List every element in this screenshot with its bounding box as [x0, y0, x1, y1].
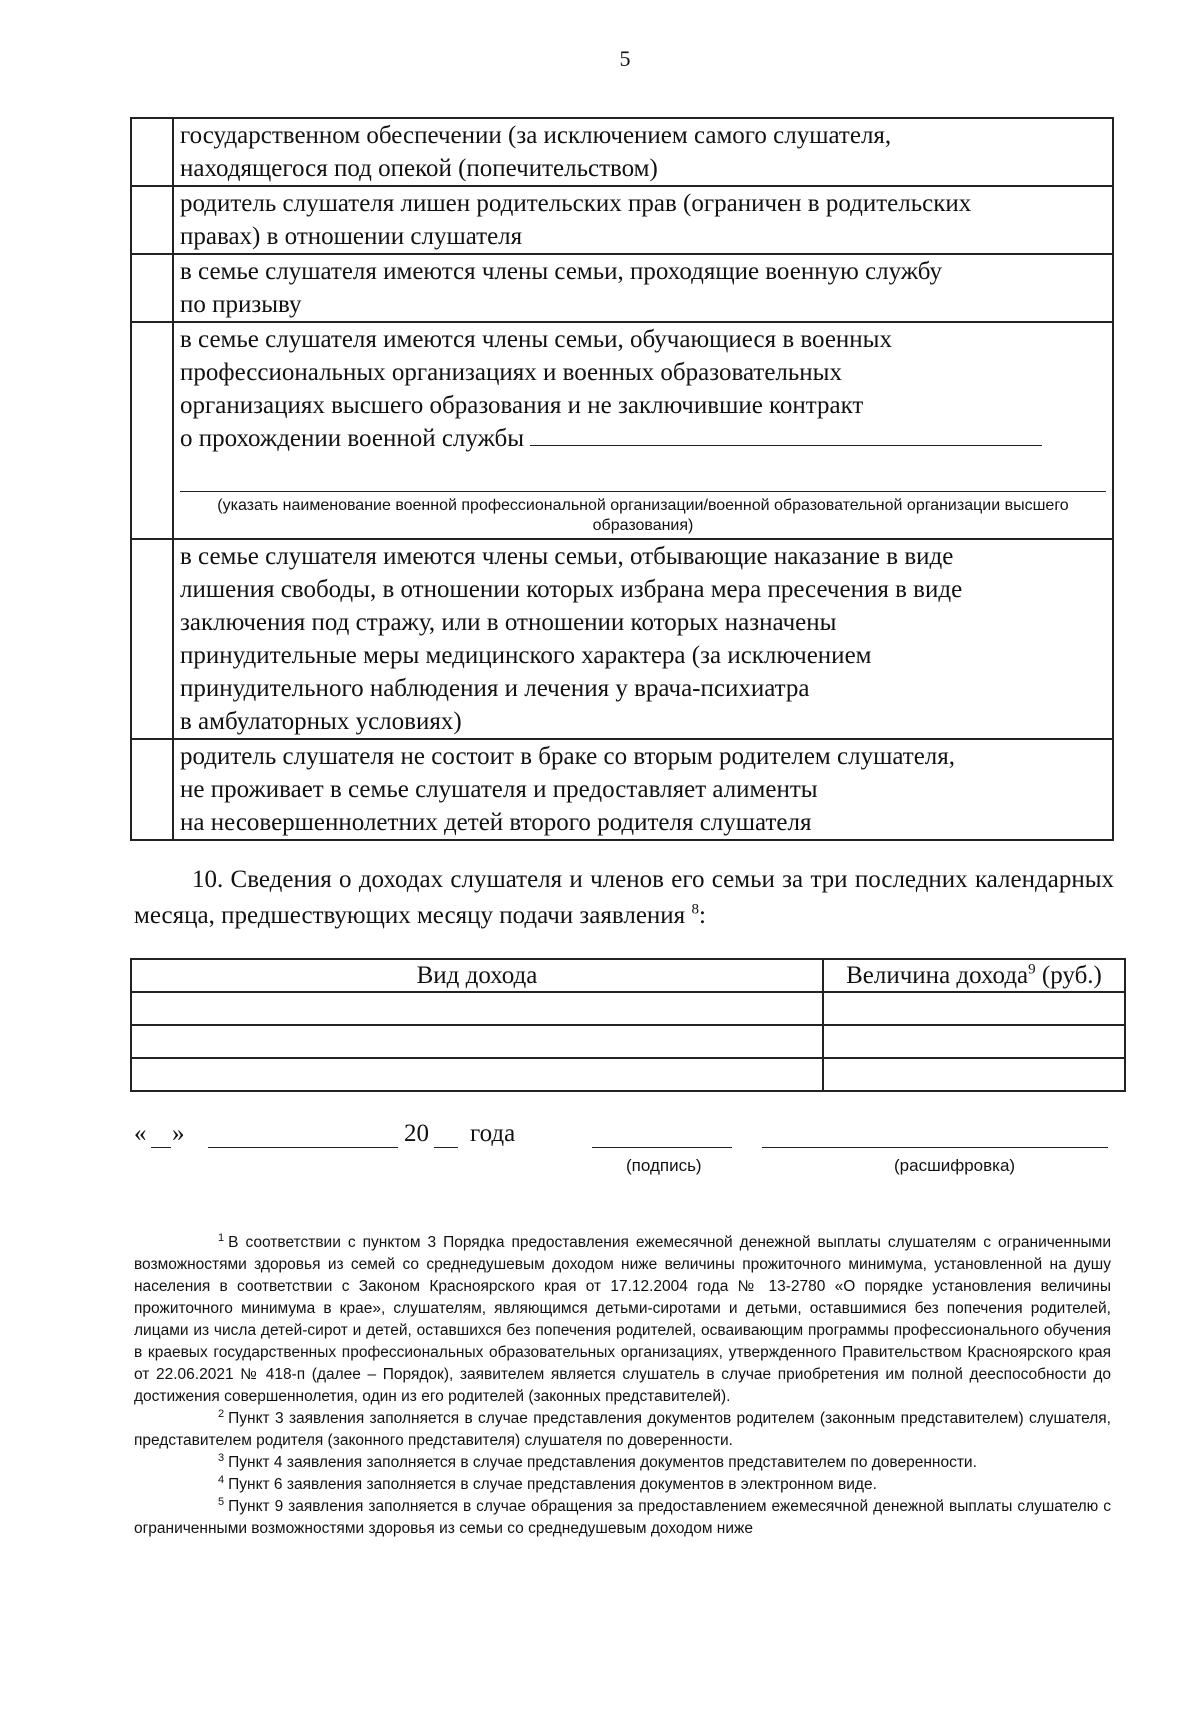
criteria-text-cell: [173, 739, 1113, 840]
income-amount-cell[interactable]: [823, 992, 1125, 1025]
criteria-line-text: организациях высшего образования и не заключившие контракт: [180, 392, 864, 419]
year-prefix: 20: [404, 1120, 429, 1147]
footnote-number: 1: [218, 1231, 225, 1244]
criteria-line: [180, 806, 1106, 839]
military-org-caption: (указать наименование военной профессиональной организации/военной образовательной организации высшего образования): [217, 497, 1069, 534]
criteria-line-text: родитель слушателя не состоит в браке со вторым родителем слушателя,: [180, 743, 956, 770]
year-field[interactable]: [434, 1147, 458, 1148]
decode-caption: (расшифровка): [894, 1156, 1016, 1175]
footnote-5: [134, 1496, 1111, 1540]
page-number: 5: [619, 46, 631, 71]
footnote-number: 4: [218, 1473, 225, 1486]
military-org-field[interactable]: [530, 425, 1042, 446]
income-kind-cell[interactable]: [131, 1058, 823, 1091]
signature-row: [134, 1120, 1124, 1190]
income-kind-cell[interactable]: [131, 992, 823, 1025]
criteria-line-text: не проживает в семье слушателя и предоставляет алименты: [180, 776, 818, 803]
criteria-line-text: находящегося под опекой (попечительством): [180, 155, 658, 182]
criteria-line: [180, 606, 1106, 639]
criteria-checkbox-cell[interactable]: [131, 118, 173, 186]
criteria-text-cell: [173, 186, 1113, 254]
income-amount-cell[interactable]: [823, 1058, 1125, 1091]
criteria-text-cell: [173, 254, 1113, 322]
criteria-line-text: в семье слушателя имеются члены семьи, обучающиеся в военных: [180, 326, 892, 353]
footnote-4: [134, 1474, 1111, 1496]
criteria-line-text: профессиональных организациях и военных образовательных: [180, 359, 842, 386]
criteria-line-text: принудительного наблюдения и лечения у врача-психиатра: [180, 675, 810, 702]
criteria-checkbox-cell[interactable]: [131, 322, 173, 539]
criteria-text-cell: [173, 539, 1113, 739]
criteria-line: [180, 288, 1106, 321]
footnote-2: [134, 1408, 1111, 1452]
criteria-checkbox-cell[interactable]: [131, 186, 173, 254]
criteria-line: [180, 639, 1106, 672]
close-quote: »: [172, 1120, 185, 1147]
criteria-line-text: по призыву: [180, 291, 302, 318]
signature-caption: (подпись): [626, 1156, 702, 1175]
criteria-line: [180, 356, 1106, 389]
criteria-line: [180, 540, 1106, 573]
criteria-line-text: правах) в отношении слушателя: [180, 223, 523, 250]
criteria-text-cell: [173, 118, 1113, 186]
criteria-line-text: о прохождении военной службы: [180, 425, 525, 452]
income-row: [131, 992, 1125, 1025]
footnote-text: Пункт 6 заявления заполняется в случае представления документов в электронном виде.: [228, 1476, 877, 1493]
criteria-line: [180, 255, 1106, 288]
criteria-line-text: в амбулаторных условиях): [180, 708, 462, 735]
footnote-text: В соответствии с пунктом 3 Порядка предоставления ежемесячной денежной выплаты слушателям с ограниченными возможностями здоровья из семей со среднедушевым доходом ниже величины прожиточного минимума, установленной на душу населения в соответствии с Законом Красноярского края от 17.12.2004 года № 13-2780 «О порядке установления величины прожиточного минимума в крае», слушателям, являющимся детьми-сиротами и детьми, оставшимися без попечения родителей, лицами из числа детей-сирот и детей, оставшихся без попечения родителей, осваивающим программы профессионального обучения в краевых государственных профессиональных образовательных организациях, утвержденного Правительством Красноярского края от 22.06.2021 № 418-п (далее – Порядок), заявителем является слушатель в случае приобретения им полной дееспособности до достижения совершеннолетия, один из его родителей (законных представителей).: [134, 1234, 1111, 1405]
criteria-line: [180, 119, 1106, 152]
criteria-line: [180, 152, 1106, 185]
income-amount-cell[interactable]: [823, 1025, 1125, 1058]
footnote-number: 2: [218, 1407, 225, 1420]
footnote-3: [134, 1452, 1111, 1474]
military-org-field-line[interactable]: [180, 455, 1106, 492]
signature-field[interactable]: [592, 1147, 732, 1148]
criteria-row: [131, 322, 1113, 539]
section-10-title: [134, 862, 1114, 934]
criteria-line: [180, 422, 1106, 455]
criteria-line-text: лишения свободы, в отношении которых избрана мера пресечения в виде: [180, 576, 963, 603]
criteria-line-text: государственном обеспечении (за исключением самого слушателя,: [180, 122, 892, 149]
criteria-line-text: заключения под стражу, или в отношении которых назначены: [180, 609, 837, 636]
footnote-ref-9: 9: [1028, 961, 1036, 978]
col-income-amount-label: Величина дохода: [846, 962, 1029, 989]
decode-field[interactable]: [762, 1147, 1108, 1148]
criteria-line-text: родитель слушателя лишен родительских прав (ограничен в родительских: [180, 190, 972, 217]
footnote-text: Пункт 9 заявления заполняется в случае обращения за предоставлением ежемесячной денежной выплаты слушателю с ограниченными возможностями здоровья из семьи со среднедушевым доходом ниже: [134, 1498, 1111, 1537]
criteria-table: [130, 117, 1114, 841]
criteria-line: [180, 573, 1106, 606]
footnote-number: 3: [218, 1451, 225, 1464]
footnote-1: [134, 1232, 1111, 1408]
criteria-line: [180, 672, 1106, 705]
criteria-line-text: принудительные меры медицинского характера (за исключением: [180, 642, 872, 669]
criteria-line-text: в семье слушателя имеются члены семьи, проходящие военную службу: [180, 258, 942, 285]
criteria-line: [180, 220, 1106, 253]
section-10-suffix: :: [698, 902, 706, 929]
income-table-header: [131, 959, 1125, 992]
month-field[interactable]: [208, 1147, 398, 1148]
day-field[interactable]: [151, 1147, 171, 1148]
open-quote: «: [134, 1120, 147, 1147]
footnote-text: Пункт 4 заявления заполняется в случае представления документов представителем по доверенности.: [228, 1454, 977, 1471]
footnote-text: Пункт 3 заявления заполняется в случае представления документов родителем (законным представителем) слушателя, представителем родителя (законного представителя) слушателя по доверенности.: [134, 1410, 1111, 1449]
criteria-row: [131, 254, 1113, 322]
criteria-row: [131, 186, 1113, 254]
criteria-checkbox-cell[interactable]: [131, 739, 173, 840]
year-suffix: года: [470, 1120, 516, 1147]
col-income-amount: [823, 959, 1125, 992]
criteria-line: [180, 705, 1106, 738]
criteria-line-text: на несовершеннолетних детей второго родителя слушателя: [180, 809, 812, 836]
section-10-text: 10. Сведения о доходах слушателя и членов его семьи за три последних календарных месяца, предшествующих месяцу подачи заявления: [134, 866, 1114, 929]
criteria-row: [131, 739, 1113, 840]
income-table: [130, 958, 1126, 1092]
footnote-ref-8: 8: [691, 901, 699, 918]
criteria-line: [180, 323, 1106, 356]
footnote-number: 5: [218, 1495, 225, 1508]
footnotes: [134, 1232, 1111, 1540]
criteria-checkbox-cell[interactable]: [131, 254, 173, 322]
criteria-line: [180, 389, 1106, 422]
criteria-line: [180, 740, 1106, 773]
criteria-checkbox-cell[interactable]: [131, 539, 173, 739]
criteria-row: [131, 539, 1113, 739]
col-income-amount-unit: (руб.): [1035, 962, 1102, 989]
criteria-row: [131, 118, 1113, 186]
criteria-text-cell: [173, 322, 1113, 539]
criteria-line-text: в семье слушателя имеются члены семьи, отбывающие наказание в виде: [180, 543, 954, 570]
criteria-line: [180, 187, 1106, 220]
income-kind-cell[interactable]: [131, 1025, 823, 1058]
income-row: [131, 1058, 1125, 1091]
criteria-line: [180, 773, 1106, 806]
income-row: [131, 1025, 1125, 1058]
col-income-kind: Вид дохода: [131, 959, 823, 992]
